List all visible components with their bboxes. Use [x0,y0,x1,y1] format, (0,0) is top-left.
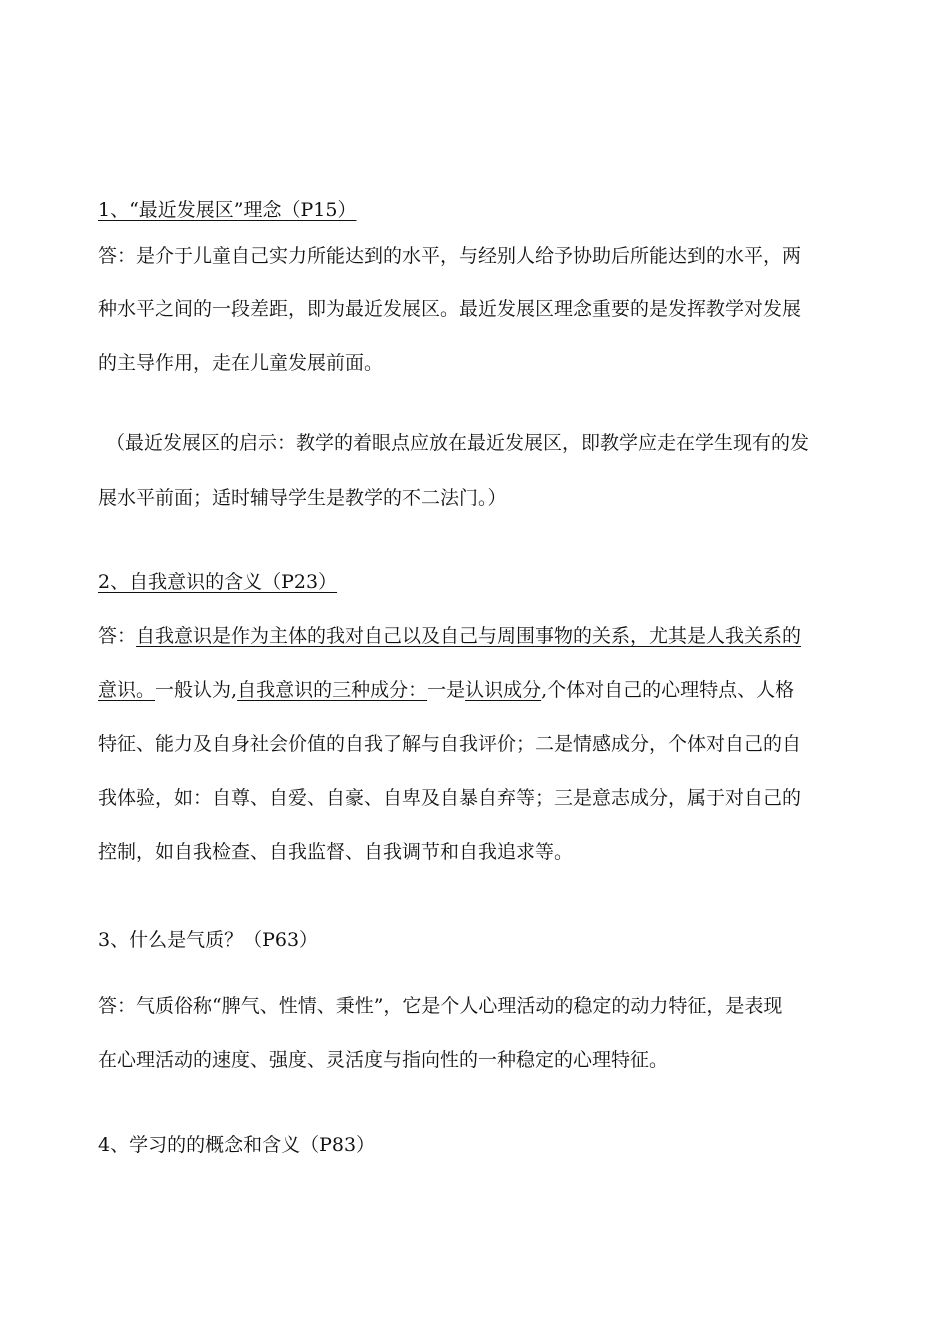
section-2-heading: 2、自我意识的含义（P23） [98,571,338,593]
self-awareness-definition: 自我意识是作为主体的我对自己以及自己与周围事物的关系，尤其是人我关系的 [136,625,802,647]
text-first: 一是 [427,679,466,701]
section-1-heading: 1、“最近发展区”理念（P15） [98,199,357,221]
section-1-answer-line-3: 的主导作用，走在儿童发展前面。 [98,352,384,374]
section-3-answer-line-1: 答：气质俗称“脾气、性情、秉性”，它是个人心理活动的稳定的动力特征，是表现 [98,995,783,1017]
section-1-answer-line-1: 答：是介于儿童自己实力所能达到的水平，与经别人给予协助后所能达到的水平，两 [98,245,802,267]
section-4-heading: 4、学习的的概念和含义（P83） [98,1134,376,1156]
section-2-answer-line-3: 特征、能力及自身社会价值的自我了解与自我评价；二是情感成分，个体对自己的自 [98,733,802,755]
section-2-answer-line-4: 我体验，如：自尊、自爱、自豪、自卑及自暴自弃等；三是意志成分，属于对自己的 [98,787,802,809]
section-1-answer-line-2: 种水平之间的一段差距，即为最近发展区。最近发展区理念重要的是发挥教学对发展 [98,298,802,320]
three-components-label: 自我意识的三种成分： [237,679,428,701]
section-3-heading: 3、什么是气质？（P63） [98,929,319,951]
text-general: 一般认为, [155,679,238,701]
cognitive-component: 认识成分 [465,679,542,701]
text-rest: ,个体对自己的心理特点、人格 [541,679,795,701]
section-2-answer-line-5: 控制，如自我检查、自我监督、自我调节和自我追求等。 [98,841,574,863]
section-1-note-line-2: 展水平前面；适时辅导学生是教学的不二法门。） [98,487,507,509]
definition-end: 意识。 [98,679,156,701]
section-2-answer-line-2 [98,677,858,703]
section-2-answer-line-1 [98,623,858,649]
section-1-note-line-1: （最近发展区的启示：教学的着眼点应放在最近发展区，即教学应走在学生现有的发 [106,432,810,454]
answer-prefix: 答： [98,625,137,647]
section-3-answer-line-2: 在心理活动的速度、强度、灵活度与指向性的一种稳定的心理特征。 [98,1049,669,1071]
